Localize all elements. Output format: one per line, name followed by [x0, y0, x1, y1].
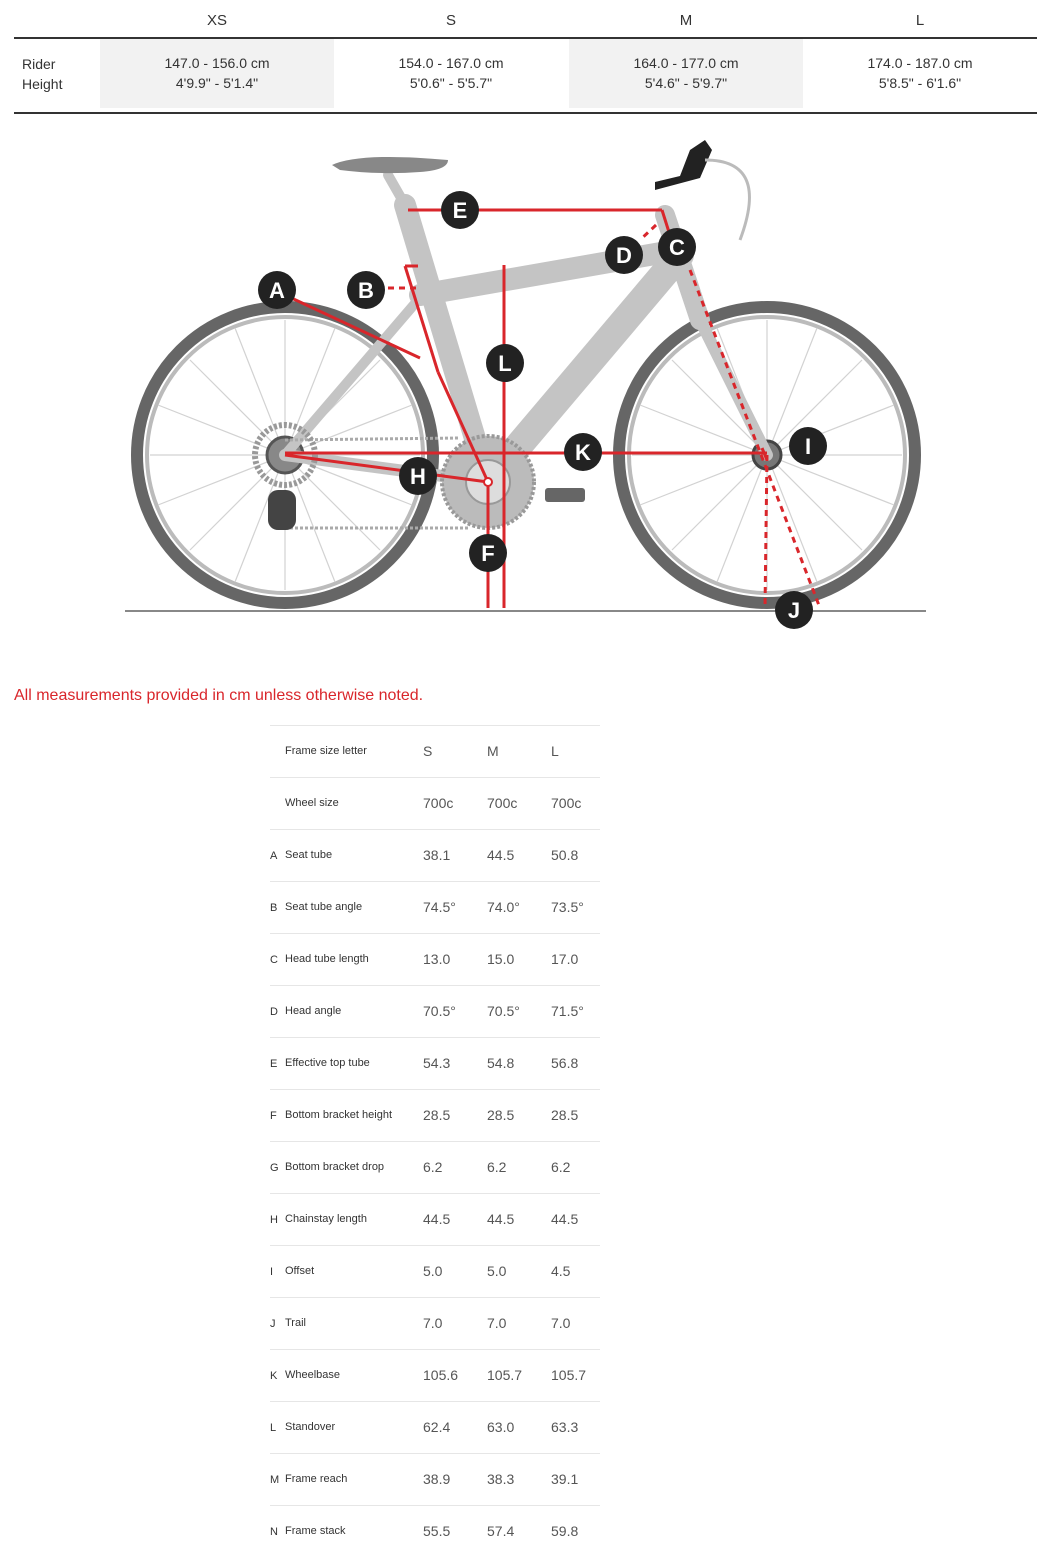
- rider-height-s: [334, 39, 568, 108]
- row-value: 700c: [423, 795, 454, 811]
- row-value: 105.7: [487, 1367, 523, 1383]
- marker-label: K: [575, 440, 591, 465]
- row-letter: E: [270, 1058, 278, 1070]
- row-value: 700c: [487, 795, 518, 811]
- row-letter: K: [270, 1370, 278, 1382]
- row-value: 44.5: [487, 1211, 515, 1227]
- row-value: 7.0: [423, 1315, 443, 1331]
- row-label: Head tube length: [285, 953, 369, 965]
- row-value: 5.0: [423, 1263, 443, 1279]
- table-row: [270, 1401, 600, 1453]
- row-letter: F: [270, 1110, 277, 1122]
- table-row: [270, 985, 600, 1037]
- marker-c: [658, 228, 696, 266]
- height-cm: 154.0 - 167.0 cm: [398, 55, 504, 71]
- row-value: 44.5: [423, 1211, 451, 1227]
- row-value: 13.0: [423, 951, 451, 967]
- height-ft: 5'8.5" - 6'1.6": [878, 75, 962, 91]
- size-s: S: [445, 12, 456, 29]
- row-letter: G: [270, 1162, 279, 1174]
- row-value: 6.2: [423, 1159, 443, 1175]
- row-letter: C: [270, 954, 278, 966]
- row-value: 74.5°: [423, 899, 456, 915]
- table-row: [270, 777, 600, 829]
- row-letter: J: [270, 1318, 276, 1330]
- table-row: [270, 1349, 600, 1401]
- row-value: 15.0: [487, 951, 515, 967]
- row-value: 17.0: [551, 951, 579, 967]
- marker-label: A: [269, 278, 285, 303]
- table-row: [270, 1505, 600, 1557]
- row-value: 56.8: [551, 1055, 579, 1071]
- table-row: [270, 1245, 600, 1297]
- row-value: 63.3: [551, 1419, 579, 1435]
- rider-height-divider: [14, 112, 1037, 114]
- row-value: 54.8: [487, 1055, 515, 1071]
- marker-label: D: [616, 243, 632, 268]
- row-value: M: [487, 743, 499, 759]
- height-ft: 5'0.6" - 5'5.7": [409, 75, 493, 91]
- rider-height-label: [22, 54, 62, 94]
- table-row: [270, 725, 600, 777]
- marker-b: [347, 271, 385, 309]
- row-value: 39.1: [551, 1471, 579, 1487]
- handlebar: [655, 140, 712, 190]
- row-value: 63.0: [487, 1419, 515, 1435]
- row-label: Bottom bracket drop: [285, 1161, 385, 1173]
- row-value: 105.7: [551, 1367, 587, 1383]
- rider-label-line2: Height: [22, 76, 63, 92]
- size-xs: XS: [206, 12, 227, 29]
- row-label: Seat tube angle: [285, 901, 363, 913]
- marker-label: B: [358, 278, 374, 303]
- row-letter: A: [270, 850, 278, 862]
- row-value: 28.5: [423, 1107, 451, 1123]
- table-row: [270, 881, 600, 933]
- saddle: [332, 157, 448, 173]
- row-value: L: [551, 743, 559, 759]
- row-letter: I: [270, 1266, 274, 1278]
- rider-label-line1: Rider: [22, 56, 56, 72]
- row-value: 50.8: [551, 847, 579, 863]
- marker-a: [258, 271, 296, 309]
- size-header: [14, 0, 1037, 38]
- rider-height-l: [803, 39, 1037, 108]
- row-value: 70.5°: [487, 1003, 520, 1019]
- height-cm: 174.0 - 187.0 cm: [867, 55, 973, 71]
- row-label: Standover: [285, 1421, 336, 1433]
- marker-label: C: [669, 235, 685, 260]
- row-label: Frame size letter: [285, 745, 367, 757]
- row-value: 5.0: [487, 1263, 507, 1279]
- bottom-bracket-dot: [484, 478, 492, 486]
- marker-label: L: [498, 351, 512, 376]
- height-ft: 4'9.9" - 5'1.4": [175, 75, 259, 91]
- marker-label: I: [804, 434, 812, 459]
- row-value: 6.2: [551, 1159, 571, 1175]
- table-row: [270, 933, 600, 985]
- row-label: Bottom bracket height: [285, 1109, 393, 1121]
- row-value: 71.5°: [551, 1003, 584, 1019]
- row-label: Frame stack: [285, 1525, 346, 1537]
- row-value: 28.5: [487, 1107, 515, 1123]
- row-label: Frame reach: [285, 1473, 348, 1485]
- row-value: 59.8: [551, 1523, 579, 1539]
- height-cm: 164.0 - 177.0 cm: [633, 55, 739, 71]
- table-row: [270, 1193, 600, 1245]
- row-letter: H: [270, 1214, 278, 1226]
- marker-l: [486, 344, 524, 382]
- marker-label: J: [787, 598, 801, 623]
- row-value: 54.3: [423, 1055, 451, 1071]
- table-row: [270, 1453, 600, 1505]
- row-value: 7.0: [487, 1315, 507, 1331]
- row-letter: B: [270, 902, 278, 914]
- size-m: M: [679, 12, 693, 29]
- bike-geometry-diagram: [0, 120, 1051, 640]
- row-value: 28.5: [551, 1107, 579, 1123]
- marker-f: [469, 534, 507, 572]
- marker-h: [399, 457, 437, 495]
- row-letter: M: [270, 1474, 280, 1486]
- row-label: Wheelbase: [285, 1369, 341, 1381]
- rider-height-xs: [100, 39, 334, 108]
- row-label: Wheel size: [285, 797, 339, 809]
- marker-label: H: [410, 464, 426, 489]
- row-label: Seat tube: [285, 849, 333, 861]
- marker-k: [564, 433, 602, 471]
- row-value: 57.4: [487, 1523, 515, 1539]
- row-value: 74.0°: [487, 899, 520, 915]
- height-ft: 5'4.6" - 5'9.7": [644, 75, 728, 91]
- table-row: [270, 1089, 600, 1141]
- row-value: 73.5°: [551, 899, 584, 915]
- table-row: [270, 1037, 600, 1089]
- row-letter: D: [270, 1006, 278, 1018]
- marker-i: [789, 427, 827, 465]
- row-value: 4.5: [551, 1263, 571, 1279]
- marker-e: [441, 191, 479, 229]
- marker-j: [775, 591, 813, 629]
- row-value: 7.0: [551, 1315, 571, 1331]
- row-value: 38.3: [487, 1471, 515, 1487]
- row-value: 44.5: [487, 847, 515, 863]
- marker-label: F: [481, 541, 495, 566]
- brake-cable: [705, 160, 749, 240]
- row-label: Trail: [285, 1317, 306, 1329]
- size-l: L: [915, 12, 925, 29]
- table-row: [270, 1297, 600, 1349]
- row-value: 38.9: [423, 1471, 451, 1487]
- row-value: 70.5°: [423, 1003, 456, 1019]
- row-value: 55.5: [423, 1523, 451, 1539]
- measurement-note: All measurements provided in cm unless otherwise noted.: [14, 687, 424, 704]
- row-label: Effective top tube: [285, 1057, 370, 1069]
- row-value: 700c: [551, 795, 582, 811]
- table-row: [270, 1141, 600, 1193]
- row-value: S: [423, 743, 433, 759]
- row-value: 44.5: [551, 1211, 579, 1227]
- row-letter: L: [270, 1422, 277, 1434]
- rider-height-m: [569, 39, 803, 108]
- row-value: 105.6: [423, 1367, 459, 1383]
- geometry-table: [270, 725, 600, 1557]
- height-cm: 147.0 - 156.0 cm: [164, 55, 270, 71]
- row-value: 38.1: [423, 847, 451, 863]
- marker-label: E: [452, 198, 468, 223]
- row-value: 62.4: [423, 1419, 451, 1435]
- row-value: 6.2: [487, 1159, 507, 1175]
- table-row: [270, 829, 600, 881]
- row-label: Chainstay length: [285, 1213, 367, 1225]
- row-label: Head angle: [285, 1005, 342, 1017]
- row-letter: N: [270, 1526, 278, 1538]
- row-label: Offset: [285, 1265, 315, 1277]
- marker-d: [605, 236, 643, 274]
